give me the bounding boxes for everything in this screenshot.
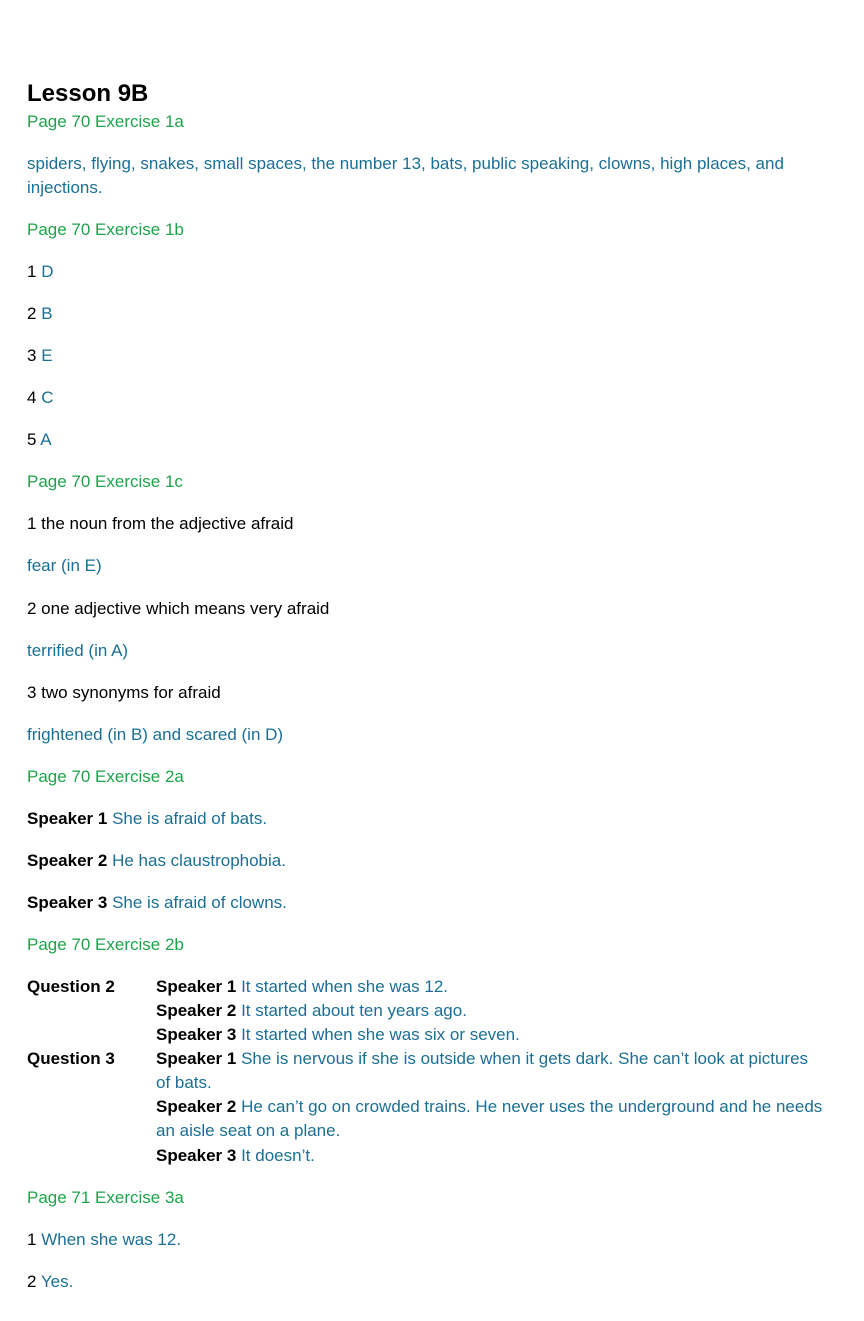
ex1c-answer: fear (in E) <box>27 556 102 575</box>
q3-item <box>156 1144 315 1168</box>
item-number: 1 <box>27 262 37 281</box>
ex1b-item <box>27 428 52 452</box>
item-number: 2 <box>27 304 37 323</box>
q2-item <box>156 975 448 999</box>
speaker-answer: He can’t go on crowded trains. He never uses the underground and he needs an aisle seat on a plane. <box>156 1097 823 1140</box>
question-3-label: Question 3 <box>27 1049 115 1068</box>
item-number: 2 <box>27 1272 37 1291</box>
speaker-label: Speaker 2 <box>156 1097 237 1116</box>
item-answer: E <box>41 346 53 365</box>
ex1c-answer: terrified (in A) <box>27 641 129 660</box>
speaker-label: Speaker 1 <box>27 809 108 828</box>
speaker-answer: She is afraid of clowns. <box>112 893 287 912</box>
item-answer: A <box>40 430 52 449</box>
speaker-label: Speaker 3 <box>27 893 108 912</box>
item-answer: When she was 12. <box>41 1230 182 1249</box>
heading-ex3a: Page 71 Exercise 3a <box>27 1188 184 1207</box>
speaker-label: Speaker 3 <box>156 1146 237 1165</box>
answer-ex1a: spiders, flying, snakes, small spaces, the number 13, bats, public speaking, clowns, high places, and injections. <box>27 154 784 197</box>
ex1b-item <box>27 344 53 368</box>
ex1b-item <box>27 386 53 410</box>
heading-ex2a: Page 70 Exercise 2a <box>27 767 184 786</box>
speaker-label: Speaker 3 <box>156 1025 237 1044</box>
item-answer: C <box>41 388 54 407</box>
q3-item <box>156 1095 826 1143</box>
ex1c-question: 3 two synonyms for afraid <box>27 683 221 702</box>
speaker-label: Speaker 2 <box>156 1001 237 1020</box>
heading-ex2b: Page 70 Exercise 2b <box>27 935 184 954</box>
ex1b-item <box>27 260 53 284</box>
ex2a-item <box>27 891 287 915</box>
q2-item <box>156 1023 520 1047</box>
q3-item <box>156 1047 826 1095</box>
item-number: 3 <box>27 346 37 365</box>
ex3a-item <box>27 1228 181 1252</box>
ex1c-question: 2 one adjective which means very afraid <box>27 599 330 618</box>
speaker-answer: It started about ten years ago. <box>241 1001 467 1020</box>
speaker-answer: It started when she was six or seven. <box>241 1025 520 1044</box>
item-number: 5 <box>27 430 37 449</box>
ex3a-item <box>27 1270 73 1294</box>
item-answer: Yes. <box>40 1272 74 1291</box>
speaker-label: Speaker 2 <box>27 851 108 870</box>
item-answer: D <box>41 262 54 281</box>
ex2a-item <box>27 807 267 831</box>
heading-ex1b: Page 70 Exercise 1b <box>27 220 184 239</box>
item-number: 1 <box>27 1230 37 1249</box>
speaker-answer: She is afraid of bats. <box>112 809 268 828</box>
question-2-label: Question 2 <box>27 977 115 996</box>
ex2a-item <box>27 849 286 873</box>
ex1b-item <box>27 302 53 326</box>
speaker-answer: It started when she was 12. <box>241 977 449 996</box>
ex1c-question: 1 the noun from the adjective afraid <box>27 514 294 533</box>
speaker-answer: He has claustrophobia. <box>112 851 286 870</box>
item-number: 4 <box>27 388 37 407</box>
item-answer: B <box>41 304 53 323</box>
heading-ex1c: Page 70 Exercise 1c <box>27 472 183 491</box>
speaker-answer: It doesn’t. <box>241 1146 315 1165</box>
q2-item <box>156 999 467 1023</box>
speaker-answer: She is nervous if she is outside when it gets dark. She can’t look at pictures of bats. <box>156 1049 809 1092</box>
speaker-label: Speaker 1 <box>156 1049 237 1068</box>
ex1c-answer: frightened (in B) and scared (in D) <box>27 725 284 744</box>
lesson-title: Lesson 9B <box>27 80 149 107</box>
heading-ex1a: Page 70 Exercise 1a <box>27 112 184 131</box>
speaker-label: Speaker 1 <box>156 977 237 996</box>
